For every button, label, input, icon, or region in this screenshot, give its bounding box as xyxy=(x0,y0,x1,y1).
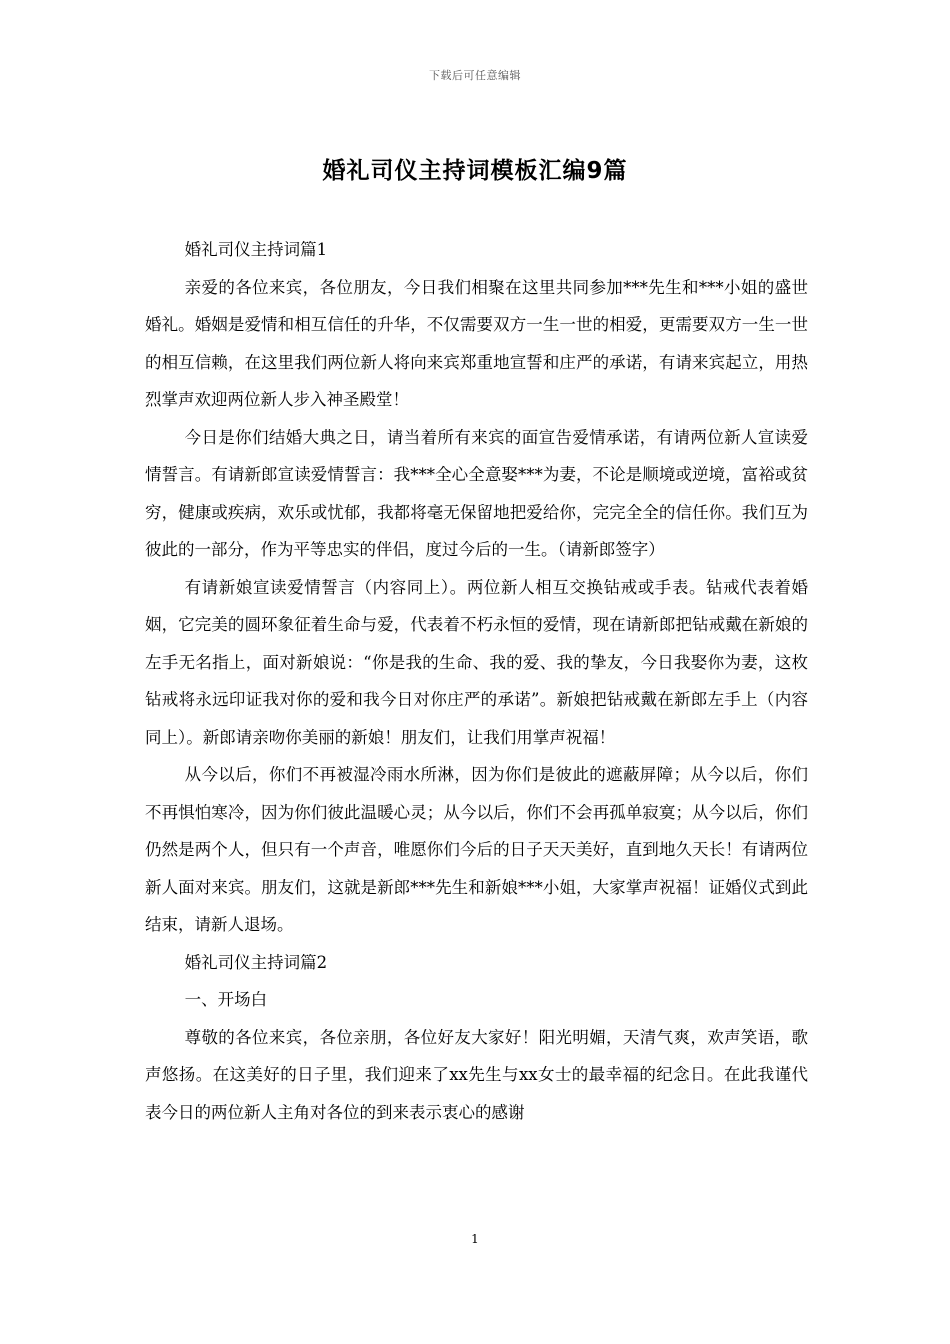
subsection-heading: 一、开场白 xyxy=(184,990,268,1009)
section-heading: 婚礼司仪主持词篇2 xyxy=(184,952,328,972)
body-paragraph: 从今以后，你们不再被湿冷雨水所淋，因为你们是彼此的遮蔽屏障；从今以后，你们不再惧怕寒冷，因为你们彼此温暖心灵；从今以后，你们不会再孤单寂寞；从今以后，你们仍然是两个人，但只有一个声音，唯愿你们今后的日子天天美好，直到地久天长！有请两位新人面对来宾。朋友们，这就是新郎***先生和新娘***小姐，大家掌声祝福！证婚仪式到此结束，请新人退场。 xyxy=(145,765,808,934)
header-note: 下载后可任意编辑 xyxy=(429,69,521,82)
body-paragraph: 今日是你们结婚大典之日，请当着所有来宾的面宣告爱情承诺，有请两位新人宣读爱情誓言。有请新郎宣读爱情誓言：我***全心全意娶***为妻，不论是顺境或逆境，富裕或贫穷，健康或疾病，欢乐或忧郁，我都将毫无保留地把爱给你，完完全全的信任你。我们互为彼此的一部分，作为平等忠实的伴侣，度过今后的一生。（请新郎签字） xyxy=(145,427,808,559)
body-paragraph: 有请新娘宣读爱情誓言（内容同上）。两位新人相互交换钻戒或手表。钻戒代表着婚姻，它完美的圆环象征着生命与爱，代表着不朽永恒的爱情，现在请新郎把钻戒戴在新娘的左手无名指上，面对新娘说：“你是我的生命、我的爱、我的挚友，今日我娶你为妻，这枚钻戒将永远印证我对你的爱和我今日对你庄严的承诺”。新娘把钻戒戴在新郎左手上（内容同上）。新郎请亲吻你美丽的新娘！朋友们，让我们用掌声祝福！ xyxy=(145,577,808,747)
body-paragraph: 亲爱的各位来宾，各位朋友，今日我们相聚在这里共同参加***先生和***小姐的盛世婚礼。婚姻是爱情和相互信任的升华，不仅需要双方一生一世的相爱，更需要双方一生一世的相互信赖，在这里我们两位新人将向来宾郑重地宣誓和庄严的承诺，有请来宾起立，用热烈掌声欢迎两位新人步入神圣殿堂！ xyxy=(145,277,808,409)
page-number: 1 xyxy=(471,1232,479,1246)
section-heading: 婚礼司仪主持词篇1 xyxy=(184,240,328,259)
document-body xyxy=(145,231,808,1131)
document-title: 婚礼司仪主持词模板汇编9篇 xyxy=(322,158,628,184)
body-paragraph: 尊敬的各位来宾，各位亲朋，各位好友大家好！阳光明媚，天清气爽，欢声笑语，歌声悠扬。在这美好的日子里，我们迎来了xx先生与xx女士的最幸福的纪念日。在此我谨代表今日的两位新人主角对各位的到来表示衷心的感谢 xyxy=(145,1027,808,1122)
